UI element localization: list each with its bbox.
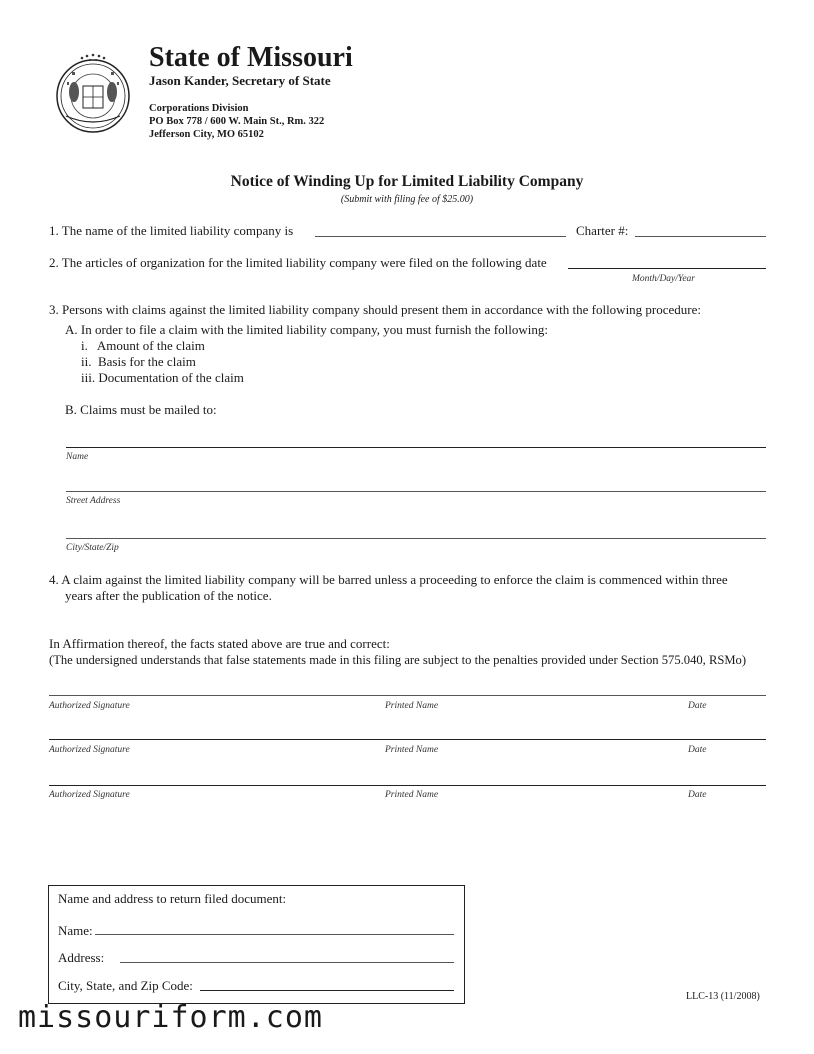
claims-name-label: Name — [66, 452, 89, 462]
item-2-text: 2. The articles of organization for the limited liability company were filed on the following date — [49, 255, 547, 270]
filing-date-field[interactable] — [568, 268, 766, 269]
sub-item-i: i. Amount of the claim — [81, 338, 205, 353]
charter-number-field[interactable] — [635, 236, 766, 237]
claims-city-field[interactable] — [66, 538, 766, 539]
missouri-state-seal-icon — [52, 52, 134, 134]
item-4-line-2: years after the publication of the notice. — [65, 588, 272, 603]
return-address-box — [48, 885, 465, 1004]
sub-item-ii: ii. Basis for the claim — [81, 354, 196, 369]
return-city-label: City, State, and Zip Code: — [58, 978, 193, 993]
printed-name-label-1: Printed Name — [385, 701, 439, 711]
printed-name-label-2: Printed Name — [385, 745, 439, 755]
signature-row-2-line[interactable] — [49, 739, 766, 740]
po-box-address: PO Box 778 / 600 W. Main St., Rm. 322 — [149, 116, 325, 127]
affirmation-line-1: In Affirmation thereof, the facts stated above are true and correct: — [49, 636, 390, 651]
llc-name-field[interactable] — [315, 236, 566, 237]
date-hint: Month/Day/Year — [632, 274, 695, 284]
affirmation-line-2: (The undersigned understands that false statements made in this filing are subject to the penalties provided under Section 575.040, RSMo) — [49, 653, 747, 667]
claims-street-field[interactable] — [66, 491, 766, 492]
secretary-name: Jason Kander, Secretary of State — [149, 73, 331, 88]
charter-label: Charter #: — [576, 223, 629, 238]
return-address-field[interactable] — [120, 962, 454, 963]
signature-label-1: Authorized Signature — [49, 701, 130, 711]
item-3-text: 3. Persons with claims against the limited liability company should present them in accordance with the following procedure: — [49, 302, 702, 317]
signature-label-3: Authorized Signature — [49, 790, 130, 800]
item-3a-text: A. In order to file a claim with the limited liability company, you must furnish the following: — [65, 322, 548, 337]
item-3b-text: B. Claims must be mailed to: — [65, 402, 217, 417]
watermark: missouriform.com — [18, 1000, 323, 1035]
claims-city-label: City/State/Zip — [66, 543, 119, 553]
item-1-text: 1. The name of the limited liability company is — [49, 223, 294, 238]
claims-street-label: Street Address — [66, 496, 121, 506]
return-name-field[interactable] — [95, 934, 454, 935]
fee-note: (Submit with filing fee of $25.00) — [340, 194, 474, 205]
claims-name-field[interactable] — [66, 447, 766, 448]
return-city-field[interactable] — [200, 990, 454, 991]
sub-item-iii: iii. Documentation of the claim — [81, 370, 244, 385]
printed-name-label-3: Printed Name — [385, 790, 439, 800]
division-name: Corporations Division — [149, 103, 249, 114]
date-label-3: Date — [688, 790, 707, 800]
city-address: Jefferson City, MO 65102 — [149, 129, 264, 140]
signature-label-2: Authorized Signature — [49, 745, 130, 755]
form-title: Notice of Winding Up for Limited Liability Company — [230, 173, 584, 190]
return-box-heading: Name and address to return filed document: — [58, 891, 287, 906]
signature-row-3-line[interactable] — [49, 785, 766, 786]
form-number: LLC-13 (11/2008) — [686, 991, 760, 1002]
state-title: State of Missouri — [149, 42, 353, 73]
item-4-line-1: 4. A claim against the limited liability company will be barred unless a proceeding to enforce the claim is commenced within three — [49, 572, 728, 587]
return-name-label: Name: — [58, 923, 93, 938]
signature-row-1-line[interactable] — [49, 695, 766, 696]
date-label-2: Date — [688, 745, 707, 755]
return-address-label: Address: — [58, 950, 105, 965]
date-label-1: Date — [688, 701, 707, 711]
